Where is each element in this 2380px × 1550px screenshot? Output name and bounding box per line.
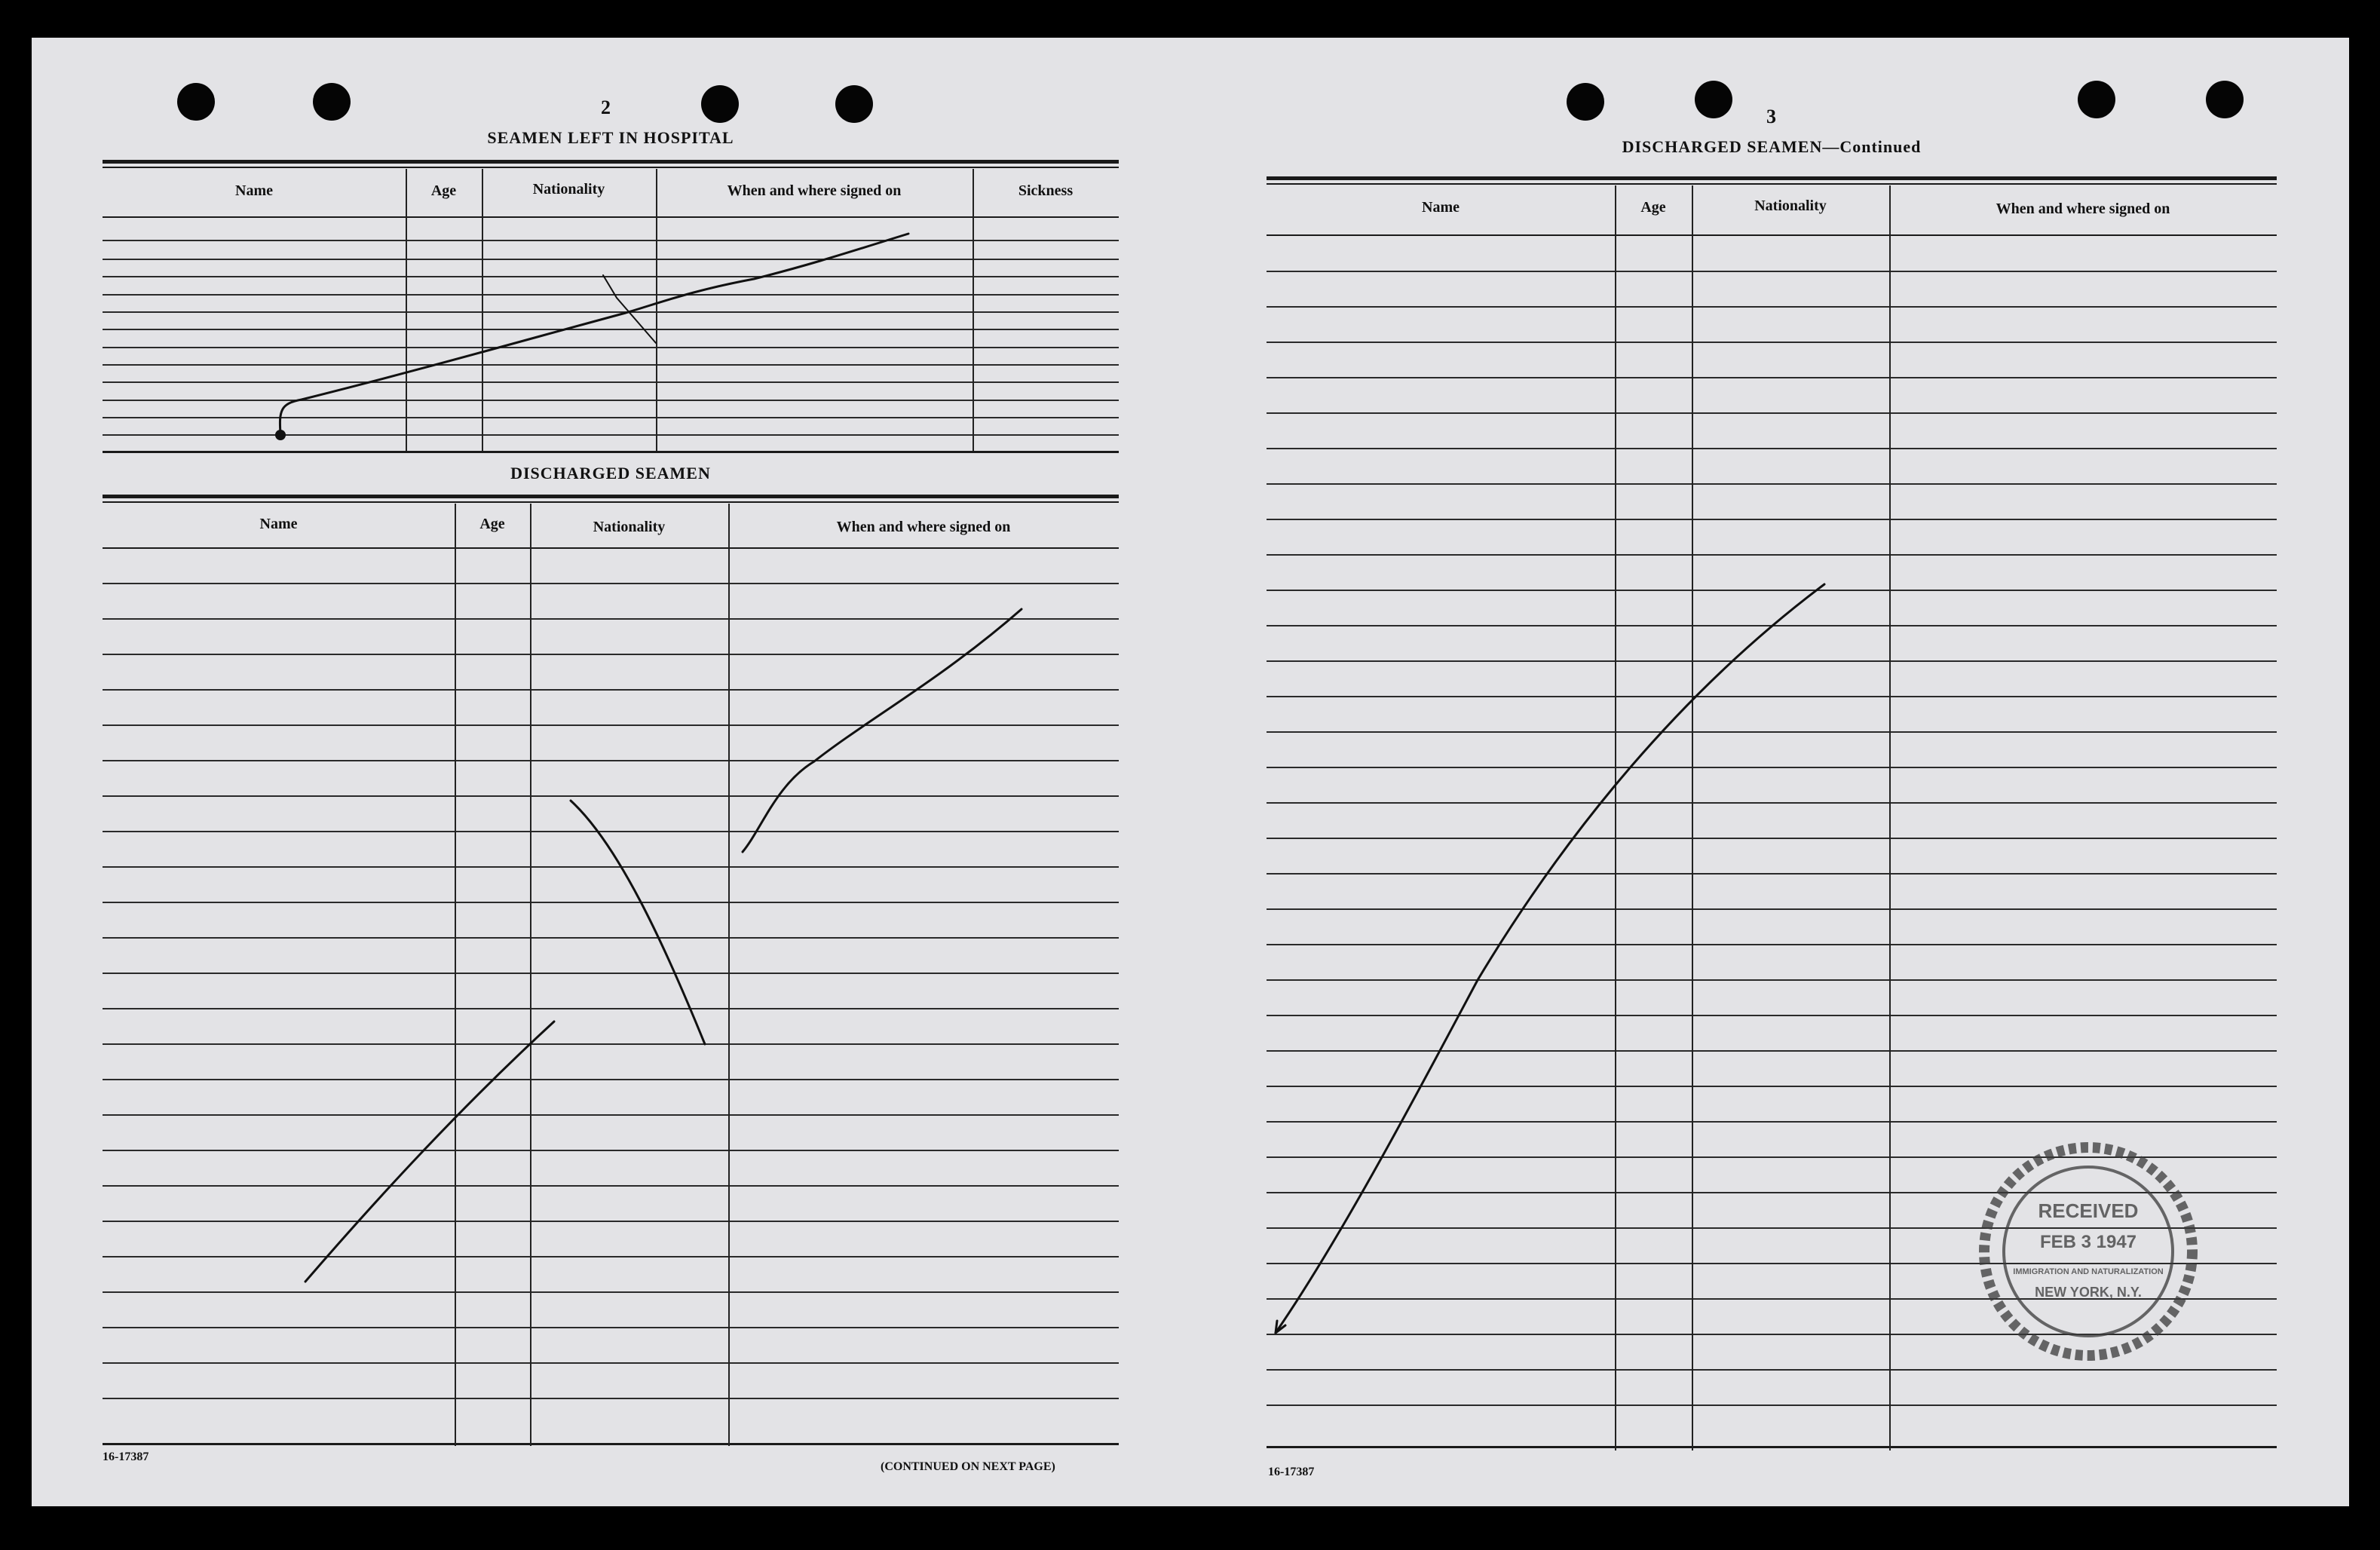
punch-hole [313, 83, 351, 121]
punch-hole [1567, 83, 1604, 121]
discharged-right-col-nationality: Nationality [1754, 198, 1827, 214]
discharged-right-col-age: Age [1640, 199, 1666, 216]
punch-hole [2078, 81, 2115, 118]
page-number-left: 2 [601, 96, 611, 118]
hospital-col-nationality: Nationality [532, 181, 605, 198]
punch-hole [2206, 81, 2244, 118]
hospital-col-age: Age [430, 182, 457, 199]
continued-note: (CONTINUED ON NEXT PAGE) [881, 1460, 1055, 1473]
form-number-right: 16-17387 [1268, 1466, 1315, 1478]
form-number-left: 16-17387 [103, 1450, 149, 1463]
hospital-table [103, 160, 1119, 454]
punch-hole [177, 83, 215, 121]
stamp-line-agency: IMMIGRATION AND NATURALIZATION [2013, 1267, 2164, 1276]
hospital-col-sickness: Sickness [1018, 182, 1074, 199]
discharged-left-col-name: Name [259, 516, 298, 532]
stamp-line-date: FEB 3 1947 [2039, 1232, 2137, 1252]
stamp-line-received: RECEIVED [2038, 1199, 2139, 1222]
page-number-right: 3 [1766, 106, 1776, 127]
discharged-table-left [103, 495, 1119, 1452]
discharged-section-title-left: DISCHARGED SEAMEN [510, 464, 711, 482]
hospital-col-signed-on: When and where signed on [727, 182, 902, 199]
discharged-right-col-signed-on: When and where signed on [1996, 201, 2170, 217]
punch-hole [1695, 81, 1732, 118]
received-stamp [1975, 1138, 2201, 1365]
hospital-section-title: SEAMEN LEFT IN HOSPITAL [487, 128, 734, 147]
discharged-left-col-signed-on: When and where signed on [836, 519, 1011, 535]
discharged-left-col-age: Age [479, 516, 505, 532]
stamp-line-city: NEW YORK, N.Y. [2035, 1285, 2142, 1300]
discharged-right-col-name: Name [1422, 199, 1460, 216]
punch-hole [835, 85, 873, 123]
discharged-left-col-nationality: Nationality [593, 519, 666, 535]
hospital-col-name: Name [235, 182, 273, 199]
punch-hole [701, 85, 739, 123]
discharged-section-title-right: DISCHARGED SEAMEN—Continued [1622, 137, 1922, 156]
